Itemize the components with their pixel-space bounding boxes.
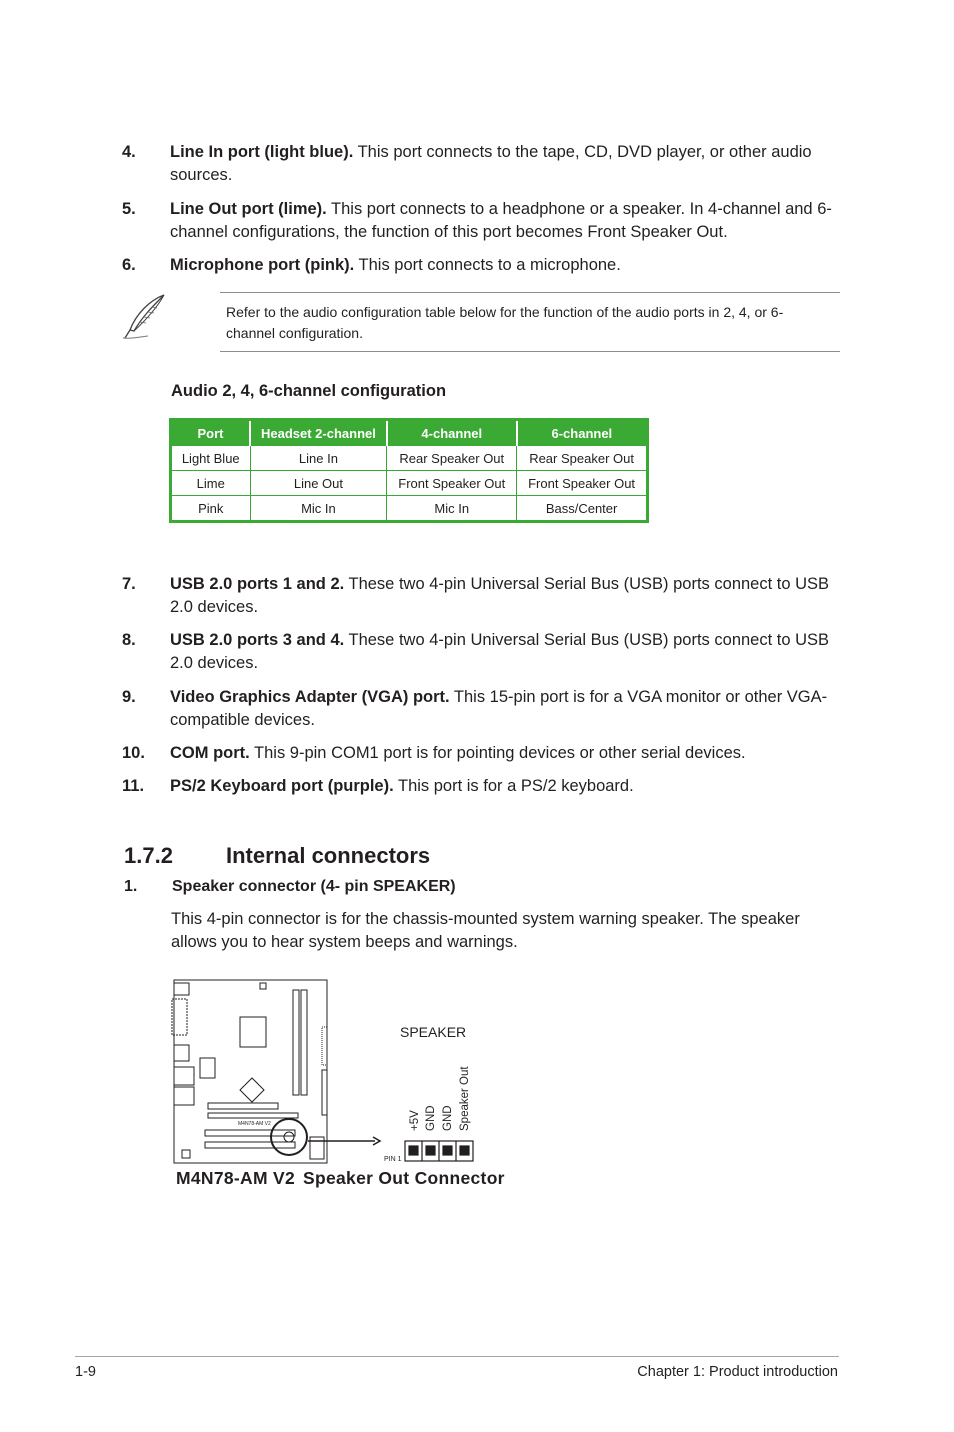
connector-heading <box>124 878 844 896</box>
list-item-line-in <box>122 141 842 187</box>
item-text: This port connects to a microphone. <box>354 256 621 274</box>
item-text: These two 4-pin Universal Serial Bus (USB) ports connect to USB 2.0 devices. <box>170 575 830 616</box>
item-title: USB 2.0 ports 1 and 2. <box>170 575 345 593</box>
table-cell: Pink <box>171 496 251 522</box>
table-cell: Mic In <box>387 496 517 522</box>
feather-pen-icon <box>120 292 172 347</box>
list-item-microphone <box>122 254 842 277</box>
list-item-line-out <box>122 198 842 244</box>
table-cell: Line In <box>250 446 387 471</box>
table-header-row <box>171 420 648 446</box>
list-item-ps2 <box>122 775 842 798</box>
note-top-rule <box>220 292 840 293</box>
item-text: These two 4-pin Universal Serial Bus (USB) ports connect to USB 2.0 devices. <box>170 631 830 672</box>
diagram-caption <box>176 1168 505 1189</box>
motherboard-outline <box>172 980 327 1163</box>
table-cell: Front Speaker Out <box>387 471 517 496</box>
table-cell: Line Out <box>250 471 387 496</box>
table-cell: Bass/Center <box>517 496 648 522</box>
table-header-cell: 4-channel <box>387 420 517 446</box>
chapter-title: Chapter 1: Product introduction <box>637 1364 838 1380</box>
pin1-label: PIN 1 <box>384 1156 402 1163</box>
connector-title: Speaker connector (4- pin SPEAKER) <box>172 878 456 895</box>
list-item-usb-3-4 <box>122 629 842 675</box>
table-header-cell: Port <box>171 420 251 446</box>
table-cell: Mic In <box>250 496 387 522</box>
table-header-cell: Headset 2-channel <box>250 420 387 446</box>
item-number: 11. <box>122 777 145 795</box>
footer-rule <box>75 1356 839 1357</box>
item-number: 7. <box>122 575 136 593</box>
item-text: This port connects to a headphone or a speaker. In 4-channel and 6-channel configurations, the function of this port becomes Front Speaker Out. <box>170 200 832 241</box>
table-cell: Light Blue <box>171 446 251 471</box>
table-row <box>171 446 648 471</box>
table-cell: Front Speaker Out <box>517 471 648 496</box>
item-number: 5. <box>122 200 136 218</box>
table-row <box>171 471 648 496</box>
item-title: Video Graphics Adapter (VGA) port. <box>170 688 450 706</box>
item-title: COM port. <box>170 744 250 762</box>
table-cell: Rear Speaker Out <box>517 446 648 471</box>
item-text: This 9-pin COM1 port is for pointing devices or other serial devices. <box>249 744 746 762</box>
list-item-vga <box>122 686 842 732</box>
connector-description: This 4-pin connector is for the chassis-mounted system warning speaker. The speaker allows you to hear system beeps and warnings. <box>171 910 800 951</box>
item-number: 10. <box>122 744 145 762</box>
pin-label-5v: +5V <box>409 1110 421 1131</box>
speaker-header-label: SPEAKER <box>400 1024 467 1040</box>
item-text: This port is for a PS/2 keyboard. <box>393 777 634 795</box>
item-text: This port connects to the tape, CD, DVD player, or other audio sources. <box>170 143 812 184</box>
item-number: 4. <box>122 143 136 161</box>
pin-label-speaker-out: Speaker Out <box>459 1066 471 1131</box>
note-bottom-rule <box>220 351 840 352</box>
section-heading <box>124 843 430 869</box>
item-title: PS/2 Keyboard port (purple). <box>170 777 394 795</box>
item-title: USB 2.0 ports 3 and 4. <box>170 631 345 649</box>
table-header-cell: 6-channel <box>517 420 648 446</box>
item-title: Line Out port (lime). <box>170 200 327 218</box>
table-cell: Lime <box>171 471 251 496</box>
connector-number: 1. <box>124 878 138 895</box>
page-number: 1-9 <box>75 1364 96 1380</box>
item-title: Microphone port (pink). <box>170 256 355 274</box>
caption-model: M4N78-AM V2 <box>176 1168 296 1188</box>
table-title: Audio 2, 4, 6-channel configuration <box>171 382 447 400</box>
section-title: Internal connectors <box>226 843 431 868</box>
section-number: 1.7.2 <box>124 843 173 868</box>
table-cell: Rear Speaker Out <box>387 446 517 471</box>
caption-text: Speaker Out Connector <box>303 1168 505 1188</box>
item-title: Line In port (light blue). <box>170 143 354 161</box>
pin-label-gnd-2: GND <box>442 1105 454 1131</box>
note-text: Refer to the audio configuration table below for the function of the audio ports in 2, 4, or 6-channel configuration. <box>226 304 784 341</box>
audio-config-table <box>169 418 649 523</box>
list-item-com <box>122 742 842 765</box>
item-text: This 15-pin port is for a VGA monitor or other VGA-compatible devices. <box>170 688 828 729</box>
table-row <box>171 496 648 522</box>
pin-label-gnd-1: GND <box>425 1105 437 1131</box>
item-number: 6. <box>122 256 136 274</box>
board-model-label: M4N78-AM V2 <box>238 1121 271 1127</box>
item-number: 8. <box>122 631 136 649</box>
speaker-connector-diagram <box>160 975 500 1170</box>
speaker-pin-header <box>405 1141 473 1161</box>
list-item-usb-1-2 <box>122 573 842 619</box>
item-number: 9. <box>122 688 136 706</box>
